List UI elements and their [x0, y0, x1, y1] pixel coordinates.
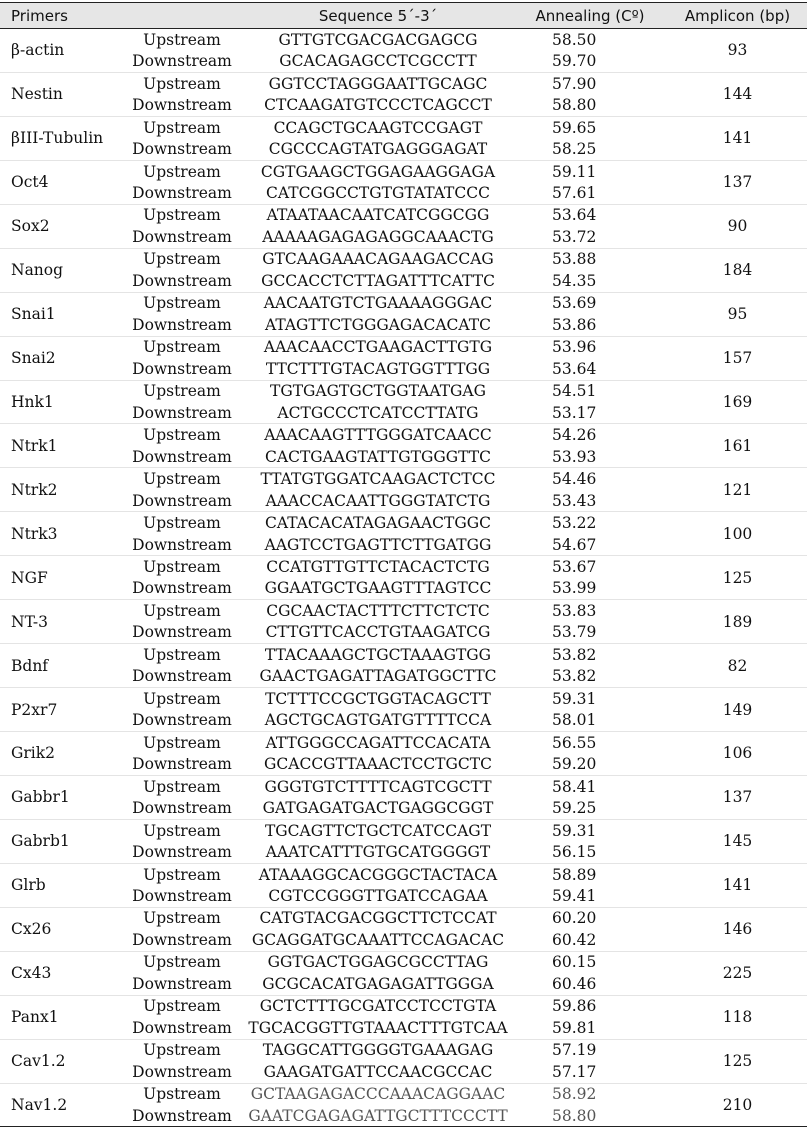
annealing-downstream: 59.20	[552, 755, 597, 774]
direction-upstream: Upstream	[120, 1083, 244, 1105]
annealing-downstream: 53.43	[552, 491, 597, 510]
direction-upstream: Upstream	[120, 116, 244, 138]
annealing-upstream: 54.26	[512, 424, 668, 446]
direction-upstream: Upstream	[120, 160, 244, 182]
direction-downstream: Downstream	[132, 755, 232, 774]
sequence-downstream: CTTGTTCACCTGTAAGATCG	[265, 623, 491, 642]
sequence-upstream: GGTCCTAGGGAATTGCAGC	[244, 72, 512, 94]
direction-downstream: Downstream	[132, 623, 232, 642]
sequence-downstream: TGCACGGTTGTAAACTTTGTCAA	[248, 1018, 508, 1037]
sequence-upstream: TAGGCATTGGGGTGAAAGAG	[244, 1039, 512, 1061]
table-body	[0, 29, 807, 1127]
table-row	[0, 1083, 807, 1105]
sequence-downstream: CTCAAGATGTCCCTCAGCCT	[264, 96, 492, 115]
table-row	[0, 468, 807, 490]
annealing-upstream: 54.46	[512, 468, 668, 490]
amplicon-size: 210	[668, 1083, 807, 1127]
header-amplicon: Amplicon (bp)	[668, 3, 807, 29]
direction-upstream: Upstream	[120, 995, 244, 1017]
primer-name: βIII-Tubulin	[0, 116, 120, 160]
sequence-downstream: CACTGAAGTATTGTGGGTTC	[265, 447, 491, 466]
direction-downstream: Downstream	[132, 1062, 232, 1081]
primer-name: Hnk1	[0, 380, 120, 424]
annealing-downstream: 53.79	[552, 623, 597, 642]
direction-upstream: Upstream	[120, 336, 244, 358]
sequence-downstream: GCAGGATGCAAATTCCAGACAC	[251, 930, 505, 949]
sequence-downstream: AAACCACAATTGGGTATCTG	[265, 491, 491, 510]
amplicon-size: 189	[668, 600, 807, 644]
sequence-upstream: ATTGGGCCAGATTCCACATA	[244, 732, 512, 754]
annealing-downstream: 57.61	[552, 184, 597, 203]
primer-name: Sox2	[0, 204, 120, 248]
amplicon-size: 146	[668, 907, 807, 951]
annealing-upstream: 58.50	[552, 30, 597, 49]
direction-downstream: Downstream	[132, 271, 232, 290]
annealing-downstream: 59.41	[552, 887, 597, 906]
primer-name: Glrb	[0, 863, 120, 907]
direction-downstream: Downstream	[132, 96, 232, 115]
direction-downstream: Downstream	[132, 491, 232, 510]
table-row	[0, 512, 807, 534]
table-row	[0, 204, 807, 226]
table-row	[0, 292, 807, 314]
sequence-upstream: AACAATGTCTGAAAAGGGAC	[244, 292, 512, 314]
annealing-downstream: 58.01	[552, 711, 597, 730]
primer-name: Ntrk2	[0, 468, 120, 512]
amplicon-size: 225	[668, 951, 807, 995]
annealing-upstream: 56.55	[512, 732, 668, 754]
annealing-downstream: 60.46	[552, 974, 597, 993]
direction-downstream: Downstream	[132, 403, 232, 422]
direction-downstream: Downstream	[132, 52, 232, 71]
direction-downstream: Downstream	[132, 359, 232, 378]
sequence-downstream: GCACAGAGCCTCGCCTT	[279, 52, 477, 71]
table-row	[0, 29, 807, 51]
sequence-downstream: ATAGTTCTGGGAGACACATC	[265, 315, 491, 334]
annealing-downstream: 53.64	[552, 359, 597, 378]
annealing-downstream: 53.82	[552, 667, 597, 686]
annealing-upstream: 60.20	[512, 907, 668, 929]
primer-name: Bdnf	[0, 644, 120, 688]
sequence-downstream: GGAATGCTGAAGTTTAGTCC	[264, 579, 492, 598]
amplicon-size: 141	[668, 116, 807, 160]
direction-downstream: Downstream	[132, 799, 232, 818]
primer-name: Cav1.2	[0, 1039, 120, 1083]
table-row	[0, 160, 807, 182]
sequence-upstream: TTACAAAGCTGCTAAAGTGG	[244, 644, 512, 666]
direction-downstream: Downstream	[132, 535, 232, 554]
primer-name: Nav1.2	[0, 1083, 120, 1127]
amplicon-size: 137	[668, 160, 807, 204]
primer-name: β-actin	[11, 41, 65, 60]
sequence-upstream: CCAGCTGCAAGTCCGAGT	[244, 116, 512, 138]
annealing-upstream: 60.15	[512, 951, 668, 973]
direction-upstream: Upstream	[120, 907, 244, 929]
primer-name: Gabrb1	[0, 819, 120, 863]
primer-name: Nanog	[0, 248, 120, 292]
primer-name: P2xr7	[0, 688, 120, 732]
annealing-upstream: 58.89	[512, 863, 668, 885]
direction-upstream: Upstream	[120, 424, 244, 446]
annealing-upstream: 54.51	[512, 380, 668, 402]
annealing-downstream: 56.15	[552, 843, 597, 862]
direction-downstream: Downstream	[132, 930, 232, 949]
annealing-downstream: 53.17	[552, 403, 597, 422]
direction-upstream: Upstream	[143, 30, 221, 49]
sequence-upstream: TTATGTGGATCAAGACTCTCC	[244, 468, 512, 490]
direction-upstream: Upstream	[120, 556, 244, 578]
annealing-downstream: 53.72	[552, 227, 597, 246]
amplicon-size: 118	[668, 995, 807, 1039]
table-row	[0, 600, 807, 622]
table-row	[0, 907, 807, 929]
annealing-downstream: 58.80	[552, 96, 597, 115]
sequence-upstream: AAACAACCTGAAGACTTGTG	[244, 336, 512, 358]
amplicon-size: 137	[668, 775, 807, 819]
direction-downstream: Downstream	[132, 447, 232, 466]
table-row	[0, 819, 807, 841]
primer-name: Panx1	[0, 995, 120, 1039]
sequence-downstream: ACTGCCCTCATCCTTATG	[277, 403, 479, 422]
direction-upstream: Upstream	[120, 1039, 244, 1061]
direction-upstream: Upstream	[120, 732, 244, 754]
sequence-downstream: GAAGATGATTCCAACGCCAC	[263, 1062, 493, 1081]
sequence-downstream: AAGTCCTGAGTTCTTGATGG	[264, 535, 492, 554]
amplicon-size: 169	[668, 380, 807, 424]
direction-downstream: Downstream	[132, 843, 232, 862]
sequence-upstream: CGTGAAGCTGGAGAAGGAGA	[244, 160, 512, 182]
direction-upstream: Upstream	[120, 863, 244, 885]
table-row	[0, 424, 807, 446]
direction-upstream: Upstream	[120, 600, 244, 622]
annealing-downstream: 59.70	[552, 52, 597, 71]
sequence-upstream: CGCAACTACTTTCTTCTCTC	[244, 600, 512, 622]
sequence-upstream: CATGTACGACGGCTTCTCCAT	[244, 907, 512, 929]
table-row	[0, 863, 807, 885]
direction-downstream: Downstream	[132, 140, 232, 159]
sequence-upstream: ATAATAACAATCATCGGCGG	[244, 204, 512, 226]
direction-downstream: Downstream	[132, 315, 232, 334]
primer-name: NT-3	[0, 600, 120, 644]
amplicon-size: 93	[727, 41, 748, 60]
annealing-downstream: 60.42	[552, 930, 597, 949]
sequence-downstream: GATGAGATGACTGAGGCGGT	[262, 799, 494, 818]
table-row	[0, 556, 807, 578]
annealing-upstream: 53.67	[512, 556, 668, 578]
amplicon-size: 145	[668, 819, 807, 863]
direction-upstream: Upstream	[120, 775, 244, 797]
annealing-upstream: 59.86	[512, 995, 668, 1017]
direction-upstream: Upstream	[120, 468, 244, 490]
table-row	[0, 248, 807, 270]
sequence-upstream: CATACACATAGAGAACTGGC	[244, 512, 512, 534]
annealing-downstream: 53.86	[552, 315, 597, 334]
direction-upstream: Upstream	[120, 204, 244, 226]
direction-downstream: Downstream	[132, 887, 232, 906]
annealing-upstream: 59.11	[512, 160, 668, 182]
annealing-downstream: 53.93	[552, 447, 597, 466]
table-row	[0, 380, 807, 402]
direction-downstream: Downstream	[132, 579, 232, 598]
amplicon-size: 90	[668, 204, 807, 248]
sequence-downstream: GCGCACATGAGAGATTGGGA	[262, 974, 494, 993]
amplicon-size: 157	[668, 336, 807, 380]
annealing-downstream: 58.80	[512, 1105, 668, 1127]
direction-downstream: Downstream	[132, 1018, 232, 1037]
direction-downstream: Downstream	[132, 227, 232, 246]
primer-name: Snai1	[0, 292, 120, 336]
direction-upstream: Upstream	[120, 688, 244, 710]
direction-downstream: Downstream	[132, 711, 232, 730]
sequence-upstream: AAACAAGTTTGGGATCAACC	[244, 424, 512, 446]
primer-name: Snai2	[0, 336, 120, 380]
amplicon-size: 106	[668, 732, 807, 776]
sequence-upstream: GCTAAGAGACCCAAACAGGAAC	[244, 1083, 512, 1105]
annealing-downstream: 57.17	[552, 1062, 597, 1081]
table-row	[0, 775, 807, 797]
primer-name: Ntrk3	[0, 512, 120, 556]
amplicon-size: 149	[668, 688, 807, 732]
annealing-upstream: 59.31	[512, 819, 668, 841]
direction-downstream: Downstream	[132, 667, 232, 686]
direction-upstream: Upstream	[120, 248, 244, 270]
direction-upstream: Upstream	[120, 512, 244, 534]
amplicon-size: 125	[668, 556, 807, 600]
sequence-upstream: GTTGTCGACGACGAGCG	[278, 30, 478, 49]
direction-downstream: Downstream	[132, 184, 232, 203]
header-primers: Primers	[0, 3, 120, 29]
annealing-upstream: 57.90	[512, 72, 668, 94]
sequence-downstream: AAAAAGAGAGAGGCAAACTG	[262, 227, 494, 246]
table-row	[0, 1039, 807, 1061]
annealing-upstream: 53.83	[512, 600, 668, 622]
amplicon-size: 141	[668, 863, 807, 907]
annealing-upstream: 57.19	[512, 1039, 668, 1061]
annealing-upstream: 59.31	[512, 688, 668, 710]
header-sequence: Sequence 5´-3´	[244, 3, 512, 29]
sequence-upstream: TCTTTCCGCTGGTACAGCTT	[244, 688, 512, 710]
sequence-downstream: GAATCGAGAGATTGCTTTCCCTT	[244, 1105, 512, 1127]
annealing-upstream: 53.82	[512, 644, 668, 666]
primer-name: NGF	[0, 556, 120, 600]
primer-name: Grik2	[0, 732, 120, 776]
sequence-upstream: GGGTGTCTTTTCAGTCGCTT	[244, 775, 512, 797]
direction-upstream: Upstream	[120, 292, 244, 314]
sequence-downstream: CGTCCGGGTTGATCCAGAA	[268, 887, 488, 906]
primer-name: Gabbr1	[0, 775, 120, 819]
direction-downstream: Downstream	[132, 974, 232, 993]
primer-name: Cx43	[0, 951, 120, 995]
amplicon-size: 144	[668, 72, 807, 116]
direction-upstream: Upstream	[120, 380, 244, 402]
table-row	[0, 644, 807, 666]
sequence-downstream: TTCTTTGTACAGTGGTTTGG	[265, 359, 491, 378]
primer-name: Cx26	[0, 907, 120, 951]
sequence-downstream: GCCACCTCTTAGATTTCATTC	[261, 271, 495, 290]
annealing-upstream: 53.69	[512, 292, 668, 314]
amplicon-size: 184	[668, 248, 807, 292]
primer-name: Nestin	[0, 72, 120, 116]
annealing-upstream: 53.22	[512, 512, 668, 534]
direction-upstream: Upstream	[120, 819, 244, 841]
annealing-downstream: 59.25	[552, 799, 597, 818]
sequence-downstream: CATCGGCCTGTGTATATCCC	[266, 184, 490, 203]
header-row	[0, 3, 807, 29]
table-row	[0, 732, 807, 754]
primer-table	[0, 2, 807, 1127]
amplicon-size: 100	[668, 512, 807, 556]
table-row	[0, 336, 807, 358]
direction-upstream: Upstream	[120, 644, 244, 666]
direction-upstream: Upstream	[120, 72, 244, 94]
direction-upstream: Upstream	[120, 951, 244, 973]
annealing-upstream: 58.41	[512, 775, 668, 797]
annealing-upstream: 53.96	[512, 336, 668, 358]
primer-name: Oct4	[0, 160, 120, 204]
table-row	[0, 116, 807, 138]
amplicon-size: 82	[668, 644, 807, 688]
table-row	[0, 688, 807, 710]
direction-downstream: Downstream	[120, 1105, 244, 1127]
annealing-downstream: 59.81	[552, 1018, 597, 1037]
table-row	[0, 951, 807, 973]
header-annealing: Annealing (Cº)	[512, 3, 668, 29]
annealing-upstream: 53.64	[512, 204, 668, 226]
annealing-downstream: 54.67	[552, 535, 597, 554]
sequence-upstream: TGTGAGTGCTGGTAATGAG	[244, 380, 512, 402]
annealing-upstream: 53.88	[512, 248, 668, 270]
sequence-downstream: GAACTGAGATTAGATGGCTTC	[259, 667, 497, 686]
annealing-upstream: 58.92	[512, 1083, 668, 1105]
annealing-downstream: 58.25	[552, 140, 597, 159]
sequence-upstream: GTCAAGAAACAGAAGACCAG	[244, 248, 512, 270]
amplicon-size: 121	[668, 468, 807, 512]
header-direction	[120, 3, 244, 29]
primer-name: Ntrk1	[0, 424, 120, 468]
annealing-upstream: 59.65	[512, 116, 668, 138]
sequence-upstream: TGCAGTTCTGCTCATCCAGT	[244, 819, 512, 841]
sequence-downstream: CGCCCAGTATGAGGGAGAT	[268, 140, 488, 159]
amplicon-size: 95	[668, 292, 807, 336]
table-row	[0, 72, 807, 94]
sequence-upstream: GGTGACTGGAGCGCCTTAG	[244, 951, 512, 973]
sequence-upstream: ATAAAGGCACGGGCTACTACA	[244, 863, 512, 885]
table-row	[0, 995, 807, 1017]
sequence-upstream: CCATGTTGTTCTACACTCTG	[244, 556, 512, 578]
amplicon-size: 161	[668, 424, 807, 468]
annealing-downstream: 53.99	[552, 579, 597, 598]
sequence-downstream: GCACCGTTAAACTCCTGCTC	[264, 755, 492, 774]
sequence-upstream: GCTCTTTGCGATCCTCCTGTA	[244, 995, 512, 1017]
amplicon-size: 125	[668, 1039, 807, 1083]
sequence-downstream: AGCTGCAGTGATGTTTTCCA	[264, 711, 492, 730]
annealing-downstream: 54.35	[552, 271, 597, 290]
sequence-downstream: AAATCATTTGTGCATGGGGT	[265, 843, 491, 862]
